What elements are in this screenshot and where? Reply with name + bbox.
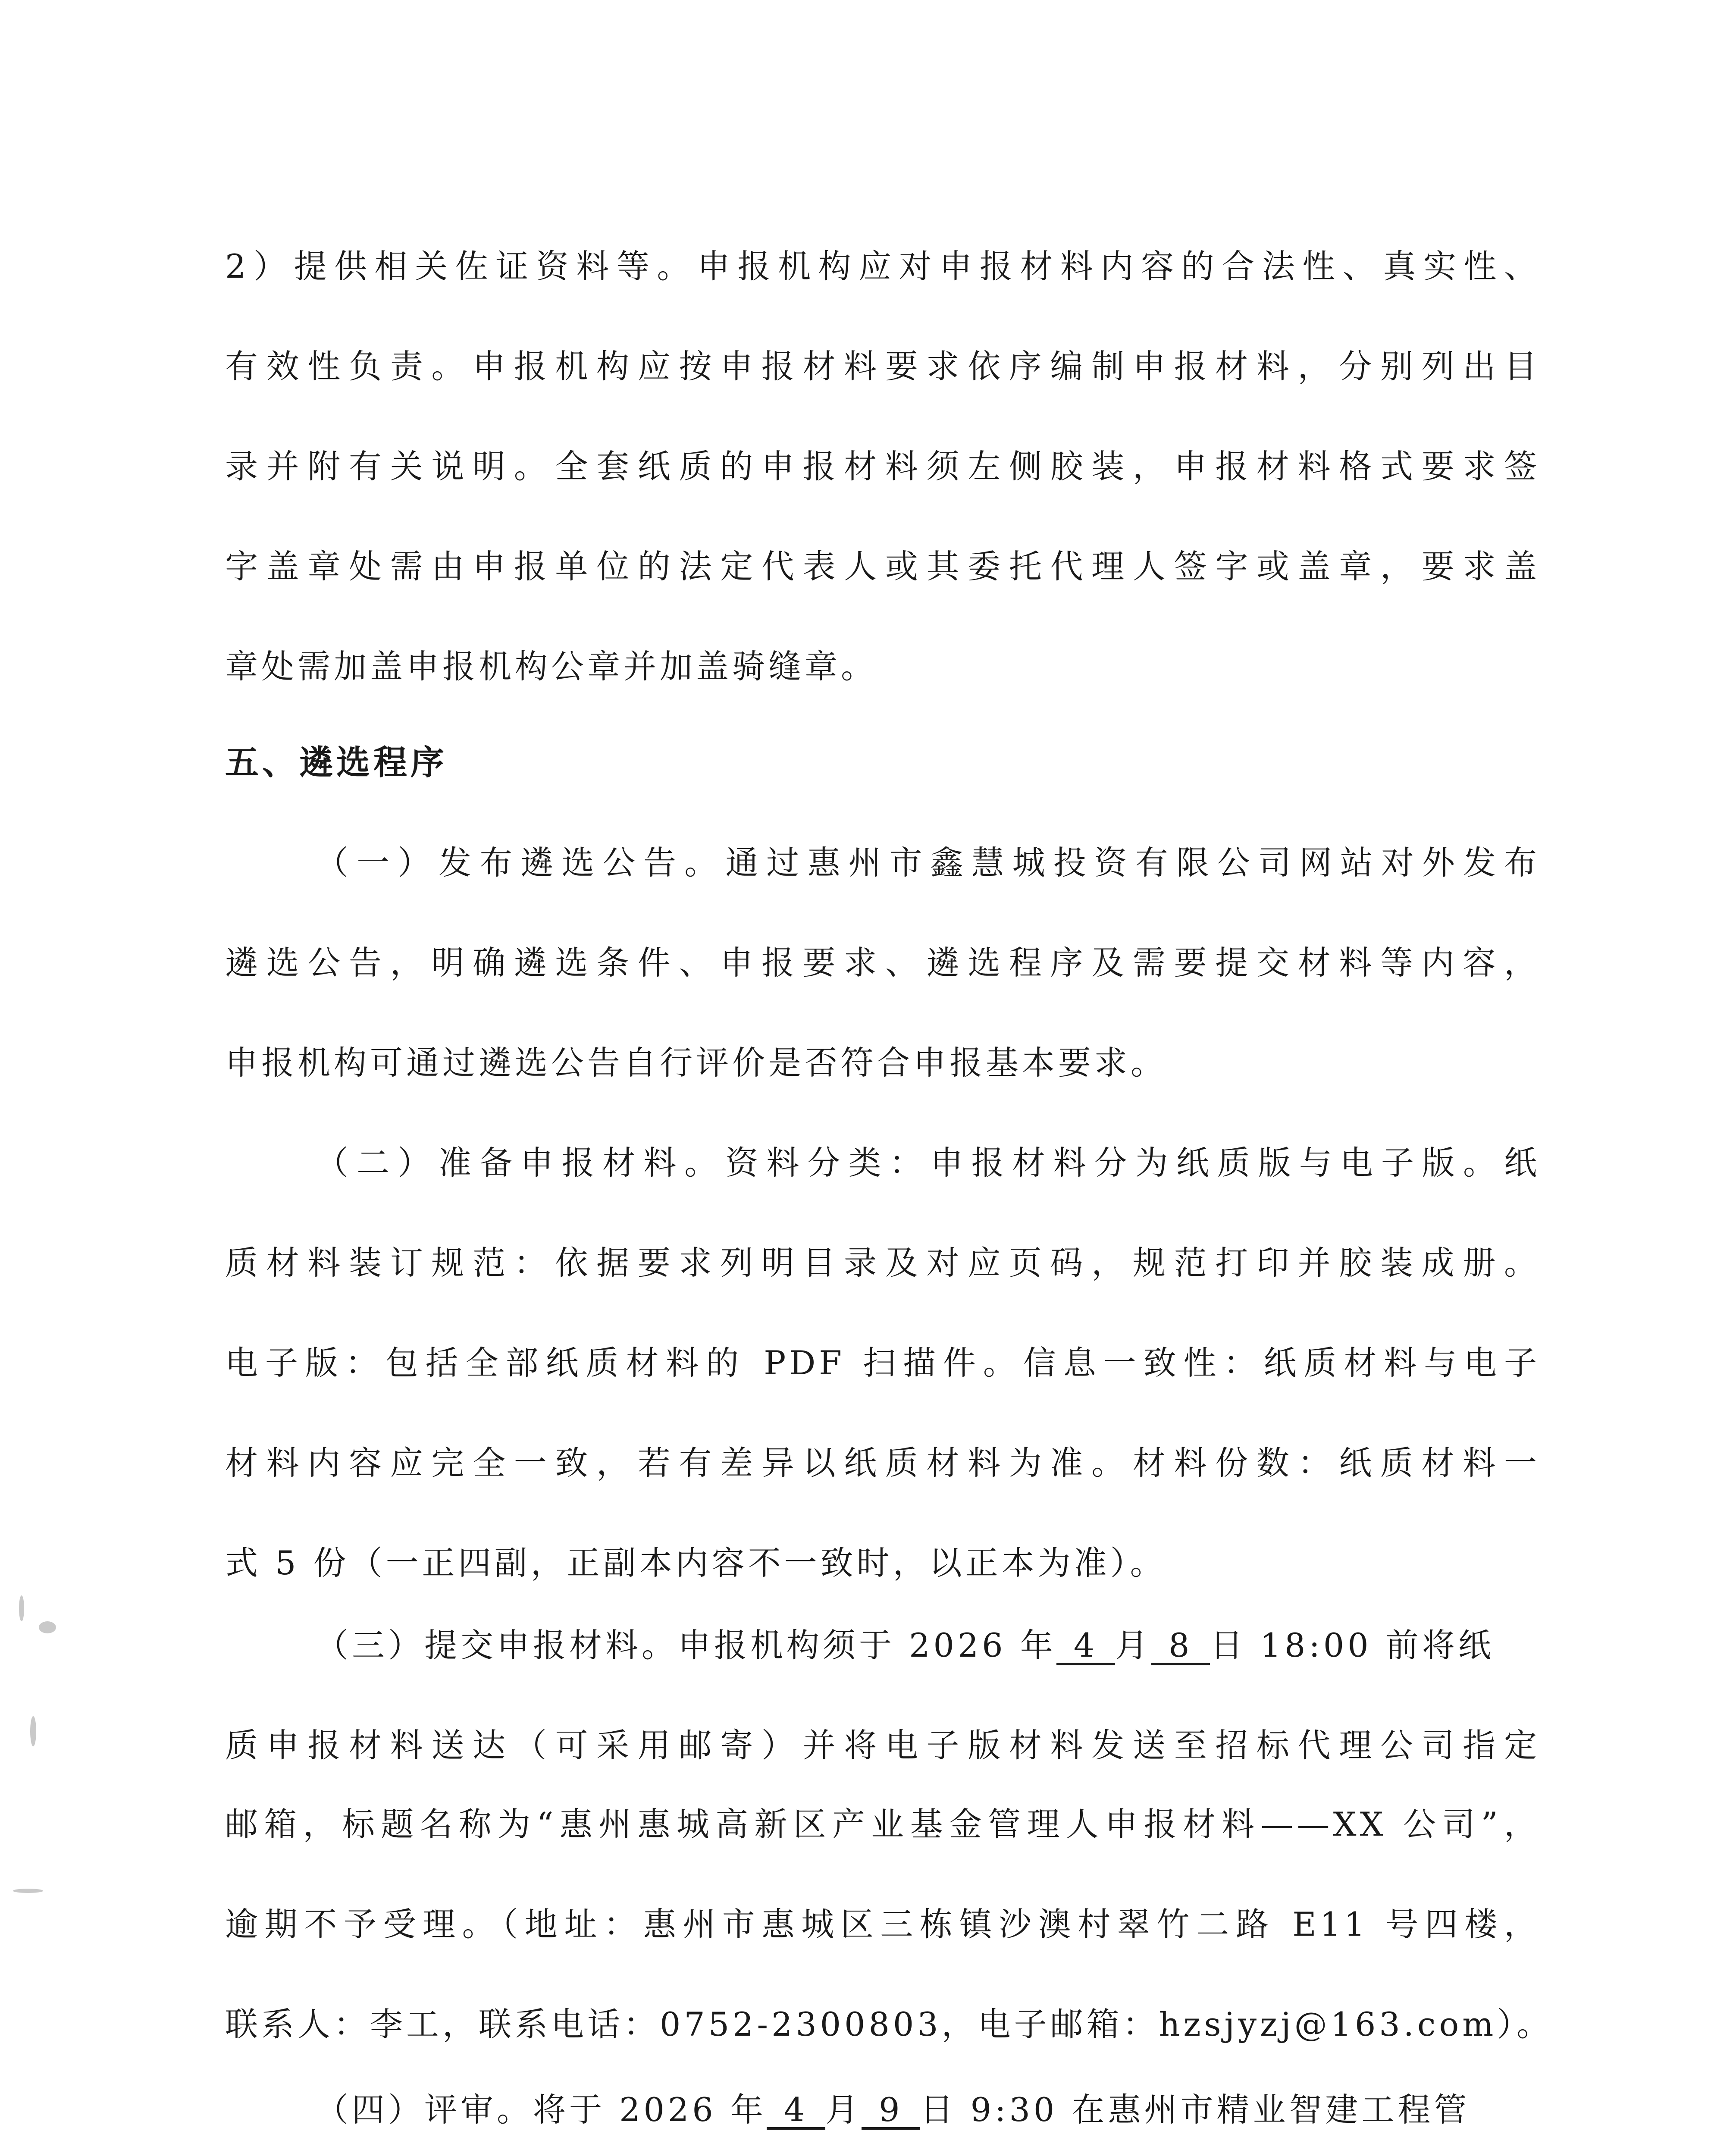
underlined-day: 9 <box>862 2093 920 2130</box>
text-segment: 日 9:30 在惠州市精业智建工程管 <box>920 2090 1470 2129</box>
text-line: 遴选公告，明确遴选条件、申报要求、遴选程序及需要提交材料等内容， <box>225 943 1540 982</box>
text-line: 2）提供相关佐证资料等。申报机构应对申报材料内容的合法性、真实性、 <box>225 247 1540 285</box>
section-heading: 五、遴选程序 <box>225 743 448 782</box>
underlined-day: 8 <box>1151 1628 1210 1665</box>
text-line: 有效性负责。申报机构应按申报材料要求依序编制申报材料，分别列出目 <box>225 347 1540 385</box>
underlined-month: 4 <box>767 2093 825 2130</box>
text-line: 联系人：李工，联系电话：0752-2300803，电子邮箱：hzsjyzj@163.com）。 <box>225 2005 1553 2043</box>
text-segment: 月 <box>1115 1626 1152 1664</box>
text-line: 申报机构可通过遴选公告自行评价是否符合申报基本要求。 <box>225 1044 1167 1082</box>
text-line: 录并附有关说明。全套纸质的申报材料须左侧胶装，申报材料格式要求签 <box>225 447 1540 486</box>
scan-mark <box>19 1595 24 1621</box>
text-line: 式 5 份（一正四副，正副本内容不一致时，以正本为准）。 <box>225 1544 1166 1582</box>
text-segment: （四）评审。将于 2026 年 <box>316 2090 767 2129</box>
text-line: 材料内容应完全一致，若有差异以纸质材料为准。材料份数：纸质材料一 <box>225 1444 1540 1482</box>
text-line: 章处需加盖申报机构公章并加盖骑缝章。 <box>225 647 877 686</box>
underlined-month: 4 <box>1056 1628 1115 1665</box>
text-line: （一）发布遴选公告。通过惠州市鑫慧城投资有限公司网站对外发布 <box>316 843 1540 882</box>
text-line: 质材料装订规范：依据要求列明目录及对应页码，规范打印并胶装成册。 <box>225 1244 1540 1282</box>
text-segment: 月 <box>825 2090 862 2129</box>
text-segment: （三）提交申报材料。申报机构须于 2026 年 <box>316 1626 1056 1664</box>
text-line: 字盖章处需由申报单位的法定代表人或其委托代理人签字或盖章，要求盖 <box>225 547 1540 586</box>
text-line: 邮箱，标题名称为“惠州惠城高新区产业基金管理人申报材料——XX 公司”， <box>225 1805 1540 1843</box>
text-line: 逾期不予受理。（地址：惠州市惠城区三栋镇沙澳村翠竹二路 E11 号四楼， <box>225 1905 1540 1943</box>
text-line: 质申报材料送达（可采用邮寄）并将电子版材料发送至招标代理公司指定 <box>225 1726 1540 1764</box>
text-line <box>316 2089 1540 2131</box>
scan-mark <box>13 1889 43 1893</box>
text-segment: 日 18:00 前将纸 <box>1210 1626 1495 1664</box>
text-line: 电子版：包括全部纸质材料的 PDF 扫描件。信息一致性：纸质材料与电子 <box>225 1344 1540 1382</box>
scan-mark <box>30 1716 36 1746</box>
text-line: （二）准备申报材料。资料分类：申报材料分为纸质版与电子版。纸 <box>316 1144 1540 1182</box>
text-line <box>316 1625 1540 1666</box>
scan-mark <box>39 1621 56 1633</box>
